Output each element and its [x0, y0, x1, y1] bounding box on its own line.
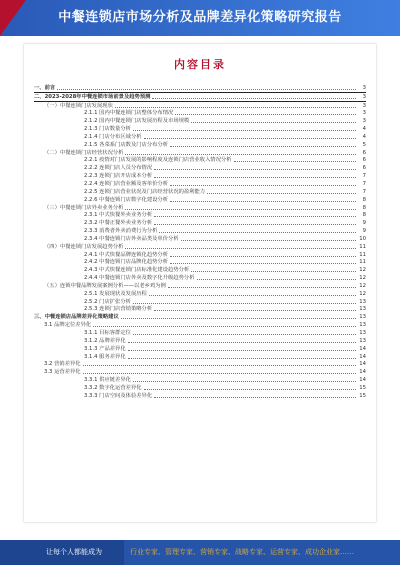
toc-entry-label: 2.2.3 连锁门店开店成本分析	[84, 173, 153, 180]
toc-leader-dots	[93, 326, 356, 327]
toc-entry-page: 3	[362, 118, 366, 125]
toc-entry-page: 13	[359, 314, 366, 321]
toc-leader-dots	[170, 146, 356, 147]
toc-leader-dots	[191, 271, 356, 272]
toc-entry-label: 2.1.2 国内中餐连锁门店发展历程及市场规模	[84, 118, 190, 125]
toc-entry[interactable]	[34, 337, 366, 345]
toc-leader-dots	[154, 224, 356, 225]
toc-entry[interactable]	[34, 384, 366, 392]
toc-leader-dots	[154, 177, 356, 178]
toc-entry-page: 15	[359, 392, 366, 399]
toc-leader-dots	[133, 381, 356, 382]
toc-entry-page: 12	[359, 275, 366, 282]
toc-leader-dots	[125, 209, 356, 210]
toc-leader-dots	[115, 107, 356, 108]
document-page	[24, 44, 376, 522]
toc-entry-page: 13	[359, 306, 366, 313]
toc-entry-label: 2.1.1 国内中餐连锁门店整体分布情况	[84, 110, 174, 117]
toc-entry-label: 2.3.4 中餐连锁门店外卖品类及单价分析	[84, 235, 179, 242]
toc-entry[interactable]	[34, 93, 366, 102]
toc-entry-page: 13	[359, 330, 366, 336]
toc-leader-dots	[133, 303, 356, 304]
toc-entry-page: 12	[359, 282, 366, 289]
toc-entry-page: 13	[359, 337, 366, 344]
toc-entry-page: 6	[362, 165, 366, 172]
toc-leader-dots	[128, 358, 356, 359]
toc-entry-label: 3.3 运营差异化	[44, 369, 81, 376]
toc-entry-label: 2.4.1 中式快餐品牌连锁化趋势分析	[84, 251, 169, 258]
toc-leader-dots	[125, 248, 356, 249]
toc-entry-page: 14	[359, 369, 366, 376]
toc-entry-page: 12	[359, 290, 366, 297]
toc-entry-label: （二）中餐连锁门店经营状况分析	[44, 149, 124, 156]
toc-leader-dots	[152, 98, 356, 99]
toc-entry-label: 一、前言	[34, 84, 56, 91]
toc-entry-label: 2.2.1 疫情对门店发展的影响程度及连锁门店营业收入情况分析	[84, 157, 232, 164]
toc-entry[interactable]	[34, 84, 366, 93]
toc-entry[interactable]	[34, 290, 366, 298]
toc-entry-page: 10	[359, 235, 366, 242]
toc-entry[interactable]	[34, 306, 366, 314]
toc-entry[interactable]	[34, 149, 366, 157]
toc-entry-label: 3.1.3 产品差异化	[84, 345, 126, 352]
footer-brand: 让每个人都能成为	[46, 548, 102, 556]
toc-leader-dots	[121, 318, 356, 319]
toc-entry[interactable]	[34, 204, 366, 212]
toc-leader-dots	[128, 342, 356, 343]
toc-entry-label: 2.1.4 门店分布区域分析	[84, 133, 142, 140]
toc-title: 内容目录	[174, 58, 226, 71]
toc-list	[34, 84, 366, 400]
toc-entry-page: 3	[362, 110, 366, 117]
toc-entry-label: 2.1.5 各菜系门店数及门店分布分析	[84, 141, 169, 148]
toc-leader-dots	[154, 397, 356, 398]
toc-entry-label: 2.1.3 门店数量分析	[84, 126, 131, 133]
toc-entry-label: 2.5.1 发展现状及发展历程	[84, 290, 147, 297]
toc-entry[interactable]	[34, 235, 366, 243]
toc-entry[interactable]	[34, 188, 366, 196]
toc-entry-page: 11	[359, 259, 366, 266]
footer-roles: 行业专家、管理专家、营销专家、战略专家、运营专家、成功企业家……	[130, 548, 354, 556]
toc-entry-page: 7	[362, 180, 366, 187]
toc-entry-page: 9	[362, 220, 366, 227]
toc-entry[interactable]	[34, 164, 366, 172]
toc-entry-label: 2.5.3 连锁门店营销策略分析	[84, 306, 153, 313]
toc-entry[interactable]	[34, 110, 366, 118]
toc-leader-dots	[133, 334, 356, 335]
toc-entry-page: 14	[359, 353, 366, 360]
toc-entry-label: 2.2.5 连锁门店营业状况及门店经营状况的盈利能力	[84, 188, 206, 195]
toc-entry-page: 3	[362, 84, 366, 91]
toc-entry-label: 二、2023-2028年中餐连锁市场前景及趋势预测	[34, 93, 151, 100]
toc-entry-label: 3.1.1 目标客群定位	[84, 330, 131, 336]
toc-entry-page: 15	[359, 384, 366, 391]
toc-entry[interactable]	[34, 329, 366, 337]
toc-entry[interactable]	[34, 172, 366, 180]
toc-entry-page: 13	[359, 298, 366, 305]
toc-entry-label: 3.1.2 品牌差异化	[84, 337, 126, 344]
toc-entry-page: 5	[362, 141, 366, 148]
toc-entry[interactable]	[34, 298, 366, 306]
toc-entry-label: 2.3.3 消费者外卖消费行为分析	[84, 228, 158, 235]
toc-entry-page: 7	[362, 188, 366, 195]
toc-entry[interactable]	[34, 180, 366, 188]
toc-entry-page: 6	[362, 157, 366, 164]
toc-entry[interactable]	[34, 125, 366, 133]
toc-entry-label: 2.3.2 中餐正餐外卖业务分析	[84, 220, 153, 227]
toc-entry[interactable]	[34, 251, 366, 259]
toc-entry-label: 2.5.2 门店扩张分析	[84, 298, 131, 305]
toc-entry-page: 12	[359, 267, 366, 274]
toc-entry[interactable]	[34, 219, 366, 227]
toc-leader-dots	[207, 193, 356, 194]
toc-leader-dots	[144, 138, 356, 139]
toc-entry-page: 9	[362, 228, 366, 235]
toc-entry-page: 14	[359, 361, 366, 368]
toc-entry-page: 3	[362, 93, 366, 100]
toc-entry[interactable]	[34, 361, 366, 369]
toc-leader-dots	[170, 263, 356, 264]
toc-entry-label: 2.2.4 连锁门店营业额及客单价分析	[84, 180, 169, 187]
toc-entry[interactable]	[34, 321, 366, 329]
toc-entry[interactable]	[34, 243, 366, 251]
toc-leader-dots	[168, 287, 356, 288]
toc-entry-label: 2.4.2 中餐连锁门店品牌化趋势分析	[84, 259, 169, 266]
toc-entry-page: 14	[359, 345, 366, 352]
toc-entry[interactable]	[34, 274, 366, 282]
toc-entry-label: （一）中餐连锁门店发展现状	[44, 102, 113, 109]
toc-entry-page: 13	[359, 322, 366, 329]
toc-leader-dots	[154, 310, 356, 311]
toc-entry-page: 11	[359, 251, 366, 258]
toc-leader-dots	[234, 161, 356, 162]
toc-entry-label: 3.3.3 门店空间及体验差异化	[84, 392, 153, 399]
toc-entry[interactable]	[34, 133, 366, 141]
toc-entry-label: 2.4.3 中式快餐连锁门店标准化建设趋势分析	[84, 267, 190, 274]
toc-entry-page: 8	[362, 196, 366, 203]
toc-leader-dots	[83, 365, 356, 366]
toc-leader-dots	[181, 240, 356, 241]
toc-leader-dots	[191, 122, 356, 123]
toc-entry-label: 三、中餐连锁店品牌差异化策略建议	[34, 314, 119, 321]
toc-entry-label: 3.3.1 供应链差异化	[84, 377, 131, 384]
toc-leader-dots	[128, 350, 356, 351]
toc-entry-page: 4	[362, 126, 366, 133]
toc-entry-page: 4	[362, 133, 366, 140]
toc-leader-dots	[170, 185, 356, 186]
toc-entry-page: 11	[359, 243, 366, 250]
toc-leader-dots	[149, 295, 356, 296]
toc-entry-page: 8	[362, 204, 366, 211]
toc-entry[interactable]	[34, 102, 366, 110]
toc-entry-page: 7	[362, 173, 366, 180]
toc-entry[interactable]	[34, 376, 366, 384]
toc-entry[interactable]	[34, 353, 366, 361]
toc-leader-dots	[144, 389, 356, 390]
toc-entry[interactable]	[34, 117, 366, 125]
toc-entry-label: （三）中餐连锁门店外卖业务分析	[44, 204, 124, 211]
toc-leader-dots	[125, 154, 356, 155]
toc-leader-dots	[83, 373, 356, 374]
toc-entry-page: 8	[362, 212, 366, 219]
toc-leader-dots	[133, 130, 356, 131]
toc-entry[interactable]	[34, 282, 366, 290]
toc-entry[interactable]	[34, 259, 366, 267]
toc-entry[interactable]	[34, 313, 366, 321]
toc-entry-label: 2.4.4 中餐连锁门店外卖及数字化升级趋势分析	[84, 275, 195, 282]
toc-entry-label: 3.3.2 数字化运营差异化	[84, 384, 142, 391]
toc-entry[interactable]	[34, 266, 366, 274]
toc-entry-label: 2.2.6 中餐连锁门店数字化建设分析	[84, 196, 169, 203]
toc-entry-label: （四）中餐连锁门店发展趋势分析	[44, 243, 124, 250]
footer-bar	[0, 540, 400, 565]
report-title: 中餐连锁店市场分析及品牌差异化策略研究报告	[58, 10, 342, 25]
toc-entry[interactable]	[34, 196, 366, 204]
header-banner	[0, 0, 400, 36]
toc-entry[interactable]	[34, 212, 366, 220]
toc-entry[interactable]	[34, 227, 366, 235]
toc-entry[interactable]	[34, 141, 366, 149]
toc-leader-dots	[57, 89, 356, 90]
toc-entry[interactable]	[34, 368, 366, 376]
toc-leader-dots	[170, 201, 356, 202]
toc-entry-page: 6	[362, 149, 366, 156]
toc-leader-dots	[154, 216, 356, 217]
toc-entry[interactable]	[34, 392, 366, 400]
toc-entry-label: 2.3.1 中式快餐外卖业务分析	[84, 212, 153, 219]
toc-entry-label: 3.2 营销差异化	[44, 361, 81, 368]
toc-leader-dots	[175, 114, 356, 115]
toc-entry[interactable]	[34, 157, 366, 165]
toc-leader-dots	[159, 232, 356, 233]
toc-leader-dots	[197, 279, 356, 280]
toc-leader-dots	[154, 169, 356, 170]
toc-entry-label: （五）连锁中餐品牌发展案例分析——以老乡鸡为例	[44, 282, 166, 289]
toc-leader-dots	[170, 256, 356, 257]
toc-entry-label: 3.1 品牌定位差异化	[44, 322, 92, 329]
toc-entry-label: 3.1.4 服务差异化	[84, 353, 126, 360]
toc-entry-label: 2.2.2 连锁门店人员分布情况	[84, 165, 153, 172]
toc-entry-page: 3	[362, 102, 366, 109]
toc-entry-page: 14	[359, 377, 366, 384]
toc-entry[interactable]	[34, 345, 366, 353]
